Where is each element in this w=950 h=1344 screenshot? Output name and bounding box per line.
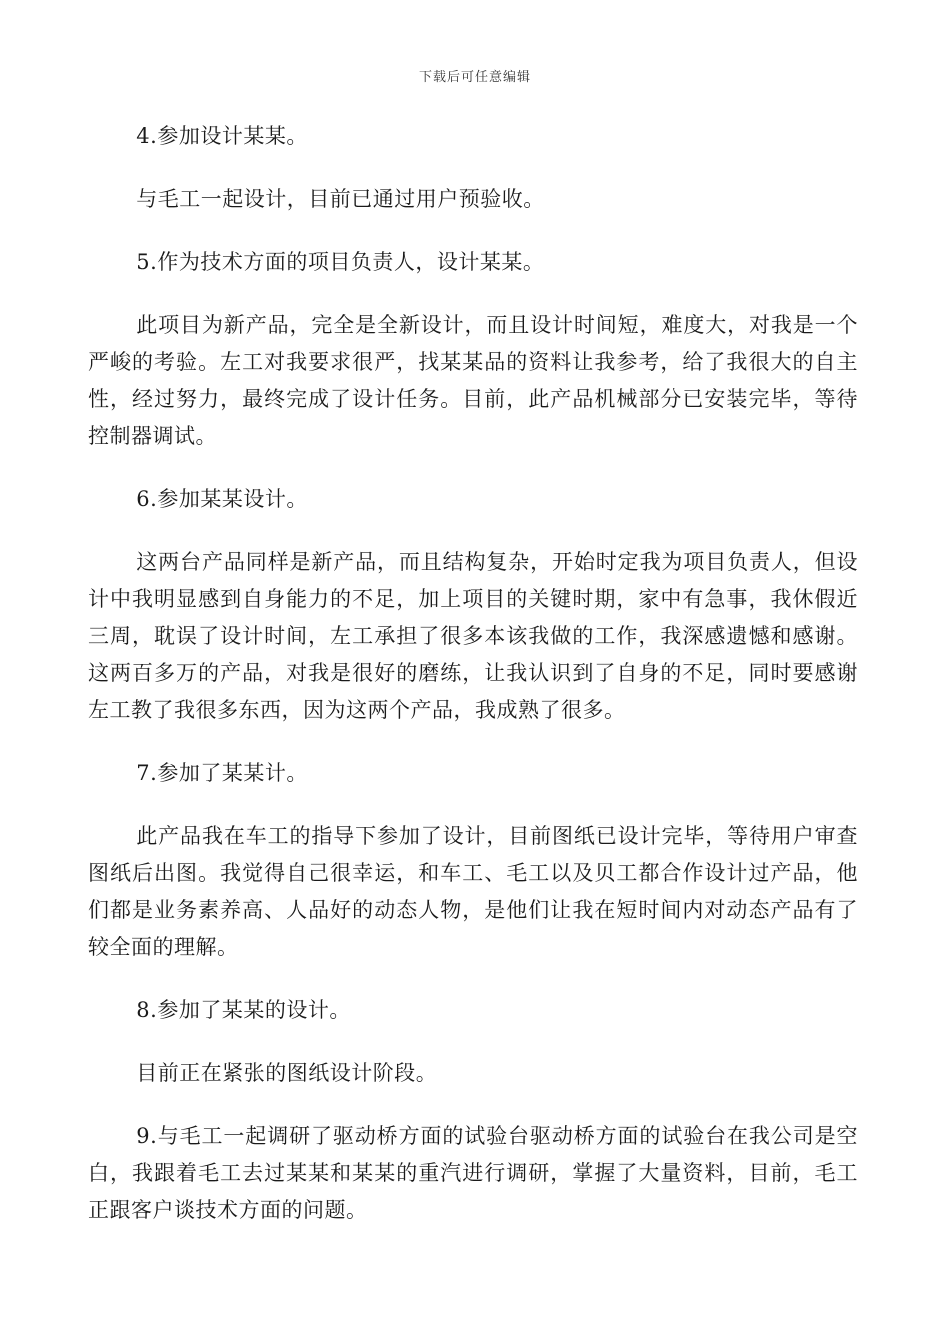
paragraph-item-4: 4.参加设计某某。 — [136, 124, 308, 148]
document-body — [88, 118, 858, 1255]
page-header: 下载后可任意编辑 — [418, 70, 531, 85]
paragraph: 与毛工一起设计，目前已通过用户预验收。 — [136, 187, 545, 211]
paragraph: 目前正在紧张的图纸设计阶段。 — [136, 1061, 438, 1085]
paragraph-item-8: 8.参加了某某的设计。 — [136, 998, 351, 1022]
paragraph: 此项目为新产品，完全是全新设计，而且设计时间短，难度大，对我是一个严峻的考验。左工对我要求很严，找某某品的资料让我参考，给了我很大的自主性，经过努力，最终完成了设计任务。目前，此产品机械部分已安装完毕，等待控制器调试。 — [88, 313, 858, 448]
paragraph-item-6: 6.参加某某设计。 — [136, 487, 308, 511]
paragraph-item-5: 5.作为技术方面的项目负责人，设计某某。 — [136, 250, 545, 274]
paragraph: 此产品我在车工的指导下参加了设计，目前图纸已设计完毕，等待用户审查图纸后出图。我觉得自己很幸运，和车工、毛工以及贝工都合作设计过产品，他们都是业务素养高、人品好的动态人物，是他们让我在短时间内对动态产品有了较全面的理解。 — [88, 824, 858, 959]
paragraph: 这两台产品同样是新产品，而且结构复杂，开始时定我为项目负责人，但设计中我明显感到自身能力的不足，加上项目的关键时期，家中有急事，我休假近三周，耽误了设计时间，左工承担了很多本该我做的工作，我深感遗憾和感谢。这两百多万的产品，对我是很好的磨练，让我认识到了自身的不足，同时要感谢左工教了我很多东西，因为这两个产品，我成熟了很多。 — [88, 550, 858, 722]
paragraph-item-9: 9.与毛工一起调研了驱动桥方面的试验台驱动桥方面的试验台在我公司是空白，我跟着毛工去过某某和某某的重汽进行调研，掌握了大量资料，目前，毛工正跟客户谈技术方面的问题。 — [88, 1124, 858, 1222]
paragraph-item-7: 7.参加了某某计。 — [136, 761, 308, 785]
